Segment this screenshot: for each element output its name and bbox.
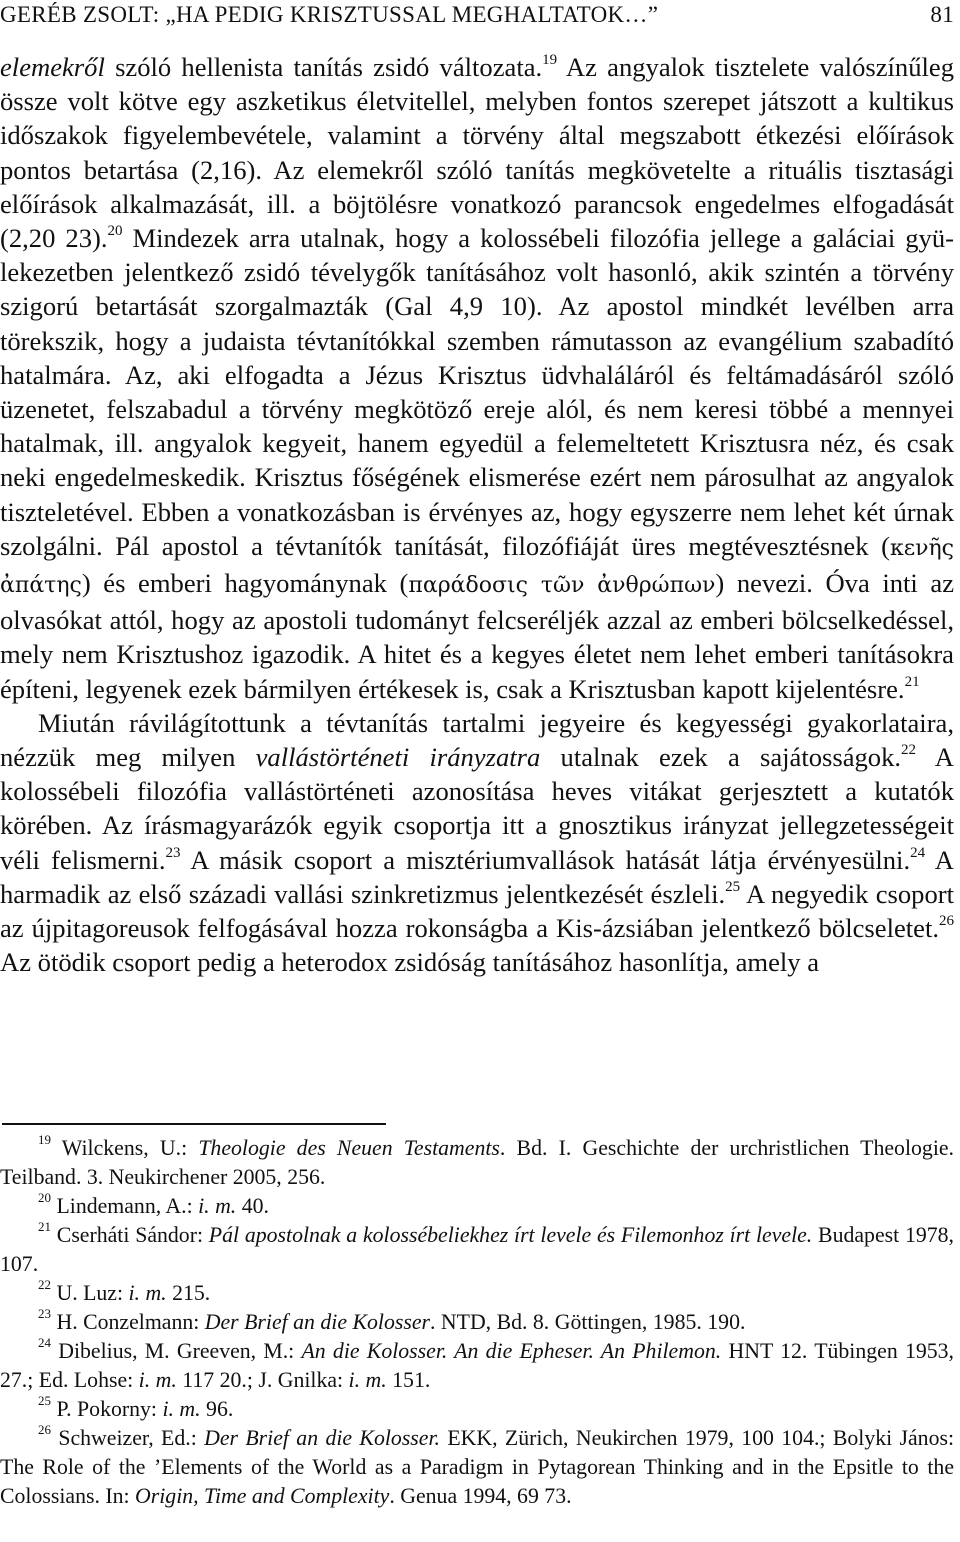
footnote-text: 117 20.; J. Gnilka: (176, 1368, 349, 1392)
footnote-ref-21: 21 (904, 673, 920, 690)
footnote-italic: Der Brief an die Kolosser. (204, 1426, 440, 1450)
footnote-ref-24: 24 (910, 844, 926, 861)
text-run: Mindezek arra utalnak, hogy a kolossébeli filozófia jellege a galáciai gyülekezetben jelentkező zsidó tévelygők tanításához volt hasonló, akik szintén a törvény szigorú betartását szorgalmazták (Gal 4,9 10). Az apostol mindkét levélben arra törekszik, hogy a judaista tévtanítókkal szemben rámutasson az evangélium szabadító hatalmára. Az, aki elfogadta a Jézus Krisztus üdvhaláláról és feltámadásáról szóló üzenetet, felszabadul a törvény megkötöző ereje alól, és nem keresi többé a mennyei hatalmak, ill. angyalok kegyeit, hanem egyedül a felemeltetett Krisztusra néz, és csak neki engedelmeskedik. Krisztus főségének elismerése ezért nem párosulhat az angyalok tiszteletével. Ebben a vonatkozásban is érvényes az, hogy egyszerre nem lehet két úrnak szolgálni. Pál apostol a tévtanítók tanítását, filozófiáját üres megtévesztésnek ( (0, 223, 954, 561)
footnote-number: 19 (38, 1131, 51, 1147)
footnote-text: 151. (386, 1368, 431, 1392)
footnote-22 (0, 1276, 954, 1308)
footnote-italic: i. m. (348, 1368, 387, 1392)
footnote-text: Lindemann, A.: (51, 1194, 199, 1218)
emphasis: elemekről (0, 52, 105, 82)
footnote-20 (0, 1189, 954, 1221)
footnote-21 (0, 1218, 954, 1279)
footnote-text: HNT 12. Tübingen 1953, 27.; Ed. Lohse: (0, 1339, 955, 1392)
running-title: GERÉB ZSOLT: „HA PEDIG KRISZTUSSAL MEGHALTATOK…” (0, 2, 659, 27)
footnote-text: Schweizer, Ed.: (51, 1426, 205, 1450)
footnote-number: 25 (38, 1392, 51, 1408)
footnote-19 (0, 1131, 954, 1192)
footnote-italic: i. m. (162, 1397, 201, 1421)
footnote-text: Budapest 1978, 107. (0, 1223, 954, 1276)
footnote-24 (0, 1334, 955, 1395)
footnote-text: Dibelius, M. Greeven, M.: (51, 1339, 302, 1363)
footnote-text: . Genua 1994, 69 73. (389, 1484, 572, 1508)
footnote-text: 96. (200, 1397, 234, 1421)
footnote-23 (0, 1305, 954, 1337)
main-text (0, 50, 954, 979)
footnote-ref-19: 19 (542, 52, 558, 69)
footnote-text: U. Luz: (51, 1281, 129, 1305)
footnote-italic: i. m. (198, 1194, 237, 1218)
footnote-text: . Bd. I. Geschichte der urchristlichen Theologie. Teilband. 3. Neukirchener 2005, 256. (0, 1136, 954, 1189)
emphasis: vallástörténeti irányzatra (255, 742, 541, 773)
footnote-number: 20 (38, 1189, 51, 1205)
page-number: 81 (930, 2, 954, 27)
footnote-text: 215. (166, 1281, 211, 1305)
footnote-text: 40. (236, 1194, 269, 1218)
greek-phrase: παράδοσις τῶν ἀνθρώπων (408, 573, 716, 599)
greek-phrase: κενῆς ἀπάτης (0, 535, 954, 599)
footnote-ref-25: 25 (725, 879, 741, 896)
paragraph-2 (0, 706, 954, 980)
footnote-text: Wilckens, U.: (51, 1136, 199, 1160)
footnote-italic: i. m. (128, 1281, 167, 1305)
footnote-text: EKK, Zürich, Neukirchen 1979, 100 104.; Bolyki János: The Role of the ’Elements of the World as a Paradigm in Pytagorean Thinking and in the Epsitle to the Colossians. In: (0, 1426, 955, 1508)
text-run: ) és emberi hagyománynak ( (81, 568, 409, 599)
text-run: A másik csoport a misztériumvallások hatását látja érvényesülni. (180, 844, 911, 875)
footnote-text: . NTD, Bd. 8. Göttingen, 1985. 190. (429, 1310, 746, 1334)
text-run: ) nevezi. Óva inti az olvasókat attól, hogy az apostoli tudományt felcseréljék azzal az emberi bölcselkedéssel, mely nem Krisztushoz igazodik. A hitet és a kegyes életet nem lehet emberi tanításokra építeni, legyenek ezek bármilyen értékesek is, csak a Krisztusban kapott kijelentésre. (0, 568, 955, 704)
text-run: Miután rávilágítottunk a tévtanítás tartalmi jegyeire és kegyességi gyakorlataira, nézzük meg milyen (0, 707, 954, 773)
text-run: szóló hellenista tanítás zsidó változata. (104, 52, 543, 82)
text-run: A harmadik az első századi vallási szinkretizmus jelentkezését észleli. (0, 844, 954, 909)
footnote-text: Cserháti Sándor: (51, 1223, 209, 1247)
footnote-ref-26: 26 (939, 913, 954, 930)
footnote-ref-23: 23 (165, 844, 181, 861)
footnote-italic: An die Kolosser. An die Epheser. An Philemon. (301, 1339, 722, 1363)
text-run: A kolossébeli filozófia vallástörténeti azonosítása heves vitákat gerjesztett a kutatók körében. Az írásmagyarázók egyik csoportja itt a gnosztikus irányzat jellegzetességeit véli felismerni. (0, 742, 955, 875)
text-run: Az ötödik csoport pedig a heterodox zsidóság tanításához hasonlítja, amely a (0, 947, 820, 978)
footnote-number: 21 (38, 1218, 51, 1234)
footnote-number: 26 (38, 1421, 51, 1437)
footnote-25 (0, 1392, 954, 1424)
footnote-italic: Theologie des Neuen Testaments (198, 1136, 500, 1160)
footnote-ref-20: 20 (107, 223, 123, 240)
footnote-text: H. Conzelmann: (51, 1310, 205, 1334)
footnote-italic: Pál apostolnak a kolossébeliekhez írt levele és Filemonhoz írt levele. (208, 1223, 813, 1247)
footnote-26 (0, 1421, 955, 1511)
footnote-number: 23 (38, 1305, 51, 1321)
paragraph-1 (0, 50, 954, 706)
text-run: utalnak ezek a sajátosságok. (540, 742, 902, 773)
footnote-italic: i. m. (138, 1368, 177, 1392)
footnote-italic: Origin, Time and Complexity (135, 1484, 390, 1508)
footnote-ref-22: 22 (901, 742, 917, 759)
footnote-text: P. Pokorny: (51, 1397, 163, 1421)
footnote-italic: Der Brief an die Kolosser (204, 1310, 430, 1334)
footnotes (0, 1131, 955, 1511)
footnote-number: 24 (38, 1334, 51, 1350)
footnote-number: 22 (38, 1276, 51, 1292)
text-run: Az angyalok tisztelete valószínűleg össze volt kötve egy aszketikus életvitellel, melyben fontos szerepet játszott a kultikus időszakok figyelembevétele, valamint a törvény által megszabott étkezési előírások pontos betartása (2,16). Az elemekről szóló tanítás megkövetelte a rituális tisztasági előírások alkalmazását, ill. a böjtölésre vonatkozó parancsok engedelmes elfogadását (2,20 23). (0, 52, 954, 254)
footnote-separator (2, 1123, 386, 1125)
text-run: A negyedik csoport az újpitagoreusok felfogásával hozza rokonságba a Kis-ázsiában jelentkező bölcseletet. (0, 878, 955, 944)
running-header (0, 2, 954, 28)
